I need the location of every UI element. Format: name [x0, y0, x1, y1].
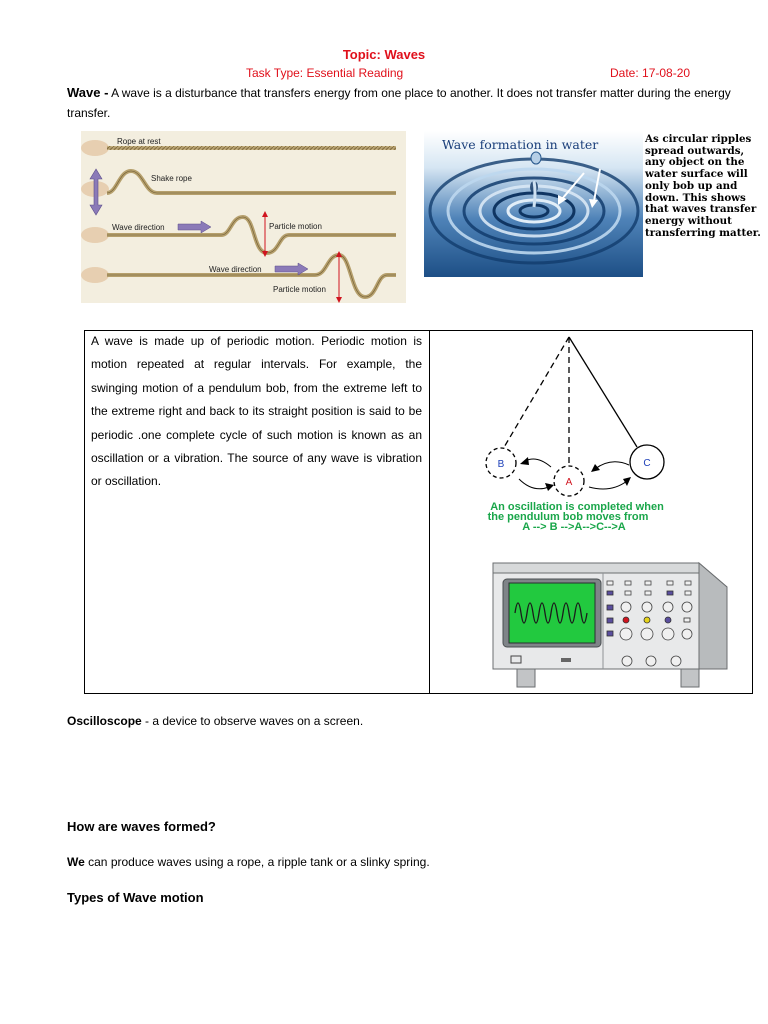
- types-of-wave-heading: Types of Wave motion: [67, 890, 204, 905]
- oscillation-caption-3: A --> B -->A-->C-->A: [522, 521, 626, 533]
- hand-icon: [81, 140, 109, 156]
- bob-c-label: C: [643, 458, 651, 469]
- how-waves-formed-heading: How are waves formed?: [67, 819, 216, 834]
- bob-b-label: B: [497, 459, 505, 470]
- how-text: can produce waves using a rope, a ripple tank or a slinky spring.: [84, 855, 430, 869]
- wave-term: Wave -: [67, 85, 109, 100]
- ripple-caption: As circular ripples spread outwards, any object on the water surface will only bob up and down. This shows that waves transfer energy without transferring matter.: [645, 133, 761, 239]
- water-drop-icon: [531, 152, 541, 164]
- oscilloscope-note: [67, 714, 363, 728]
- rope-wave-figure: [81, 131, 406, 303]
- task-type: Task Type: Essential Reading: [246, 66, 404, 80]
- oscilloscope-definition: - a device to observe waves on a screen.: [141, 714, 364, 728]
- hand-icon: [81, 267, 109, 283]
- hand-icon: [81, 227, 109, 243]
- bob-a-label: A: [565, 477, 573, 488]
- oscilloscope-term: Oscilloscope: [67, 714, 142, 728]
- right-arrow-icon: [178, 221, 211, 233]
- rope-wave-illustration: [81, 131, 406, 303]
- wave-definition-text: A wave is a disturbance that transfers energy from one place to another. It does not transfer matter during the energy transfer.: [67, 86, 731, 120]
- periodic-motion-text: A wave is made up of periodic motion. Periodic motion is motion repeated at regular intervals. For example, the swinging motion of a pendulum bob, from the extreme left to the extreme right and back to its straight position is said to be periodic .one complete cycle of such motion is known as an oscillation or a vibration. The source of any wave is vibration or oscillation.: [91, 334, 422, 489]
- how-lead-word: We: [67, 855, 85, 869]
- oscilloscope-icon: [493, 563, 727, 687]
- label-wave-direction-2: Wave direction: [209, 265, 262, 274]
- label-rope-rest: Rope at rest: [117, 137, 161, 146]
- ripple-figure: [424, 131, 643, 277]
- label-particle-motion: Particle motion: [269, 222, 322, 231]
- label-particle-motion-2: Particle motion: [273, 285, 326, 294]
- date-label: Date: 17-08-20: [610, 66, 691, 80]
- page-title: Topic: Waves: [342, 47, 426, 62]
- label-wave-direction: Wave direction: [112, 223, 165, 232]
- wave-definition: [67, 83, 737, 123]
- how-waves-formed-text: [67, 855, 430, 869]
- oscillation-caption-1: An oscillation is completed when: [490, 501, 664, 513]
- pendulum-oscilloscope-diagram: [431, 331, 752, 693]
- label-shake-rope: Shake rope: [151, 174, 192, 183]
- ripple-title: Wave formation in water: [442, 137, 599, 152]
- ripple-illustration: [424, 131, 643, 277]
- oscillation-caption-2: the pendulum bob moves from: [487, 511, 649, 523]
